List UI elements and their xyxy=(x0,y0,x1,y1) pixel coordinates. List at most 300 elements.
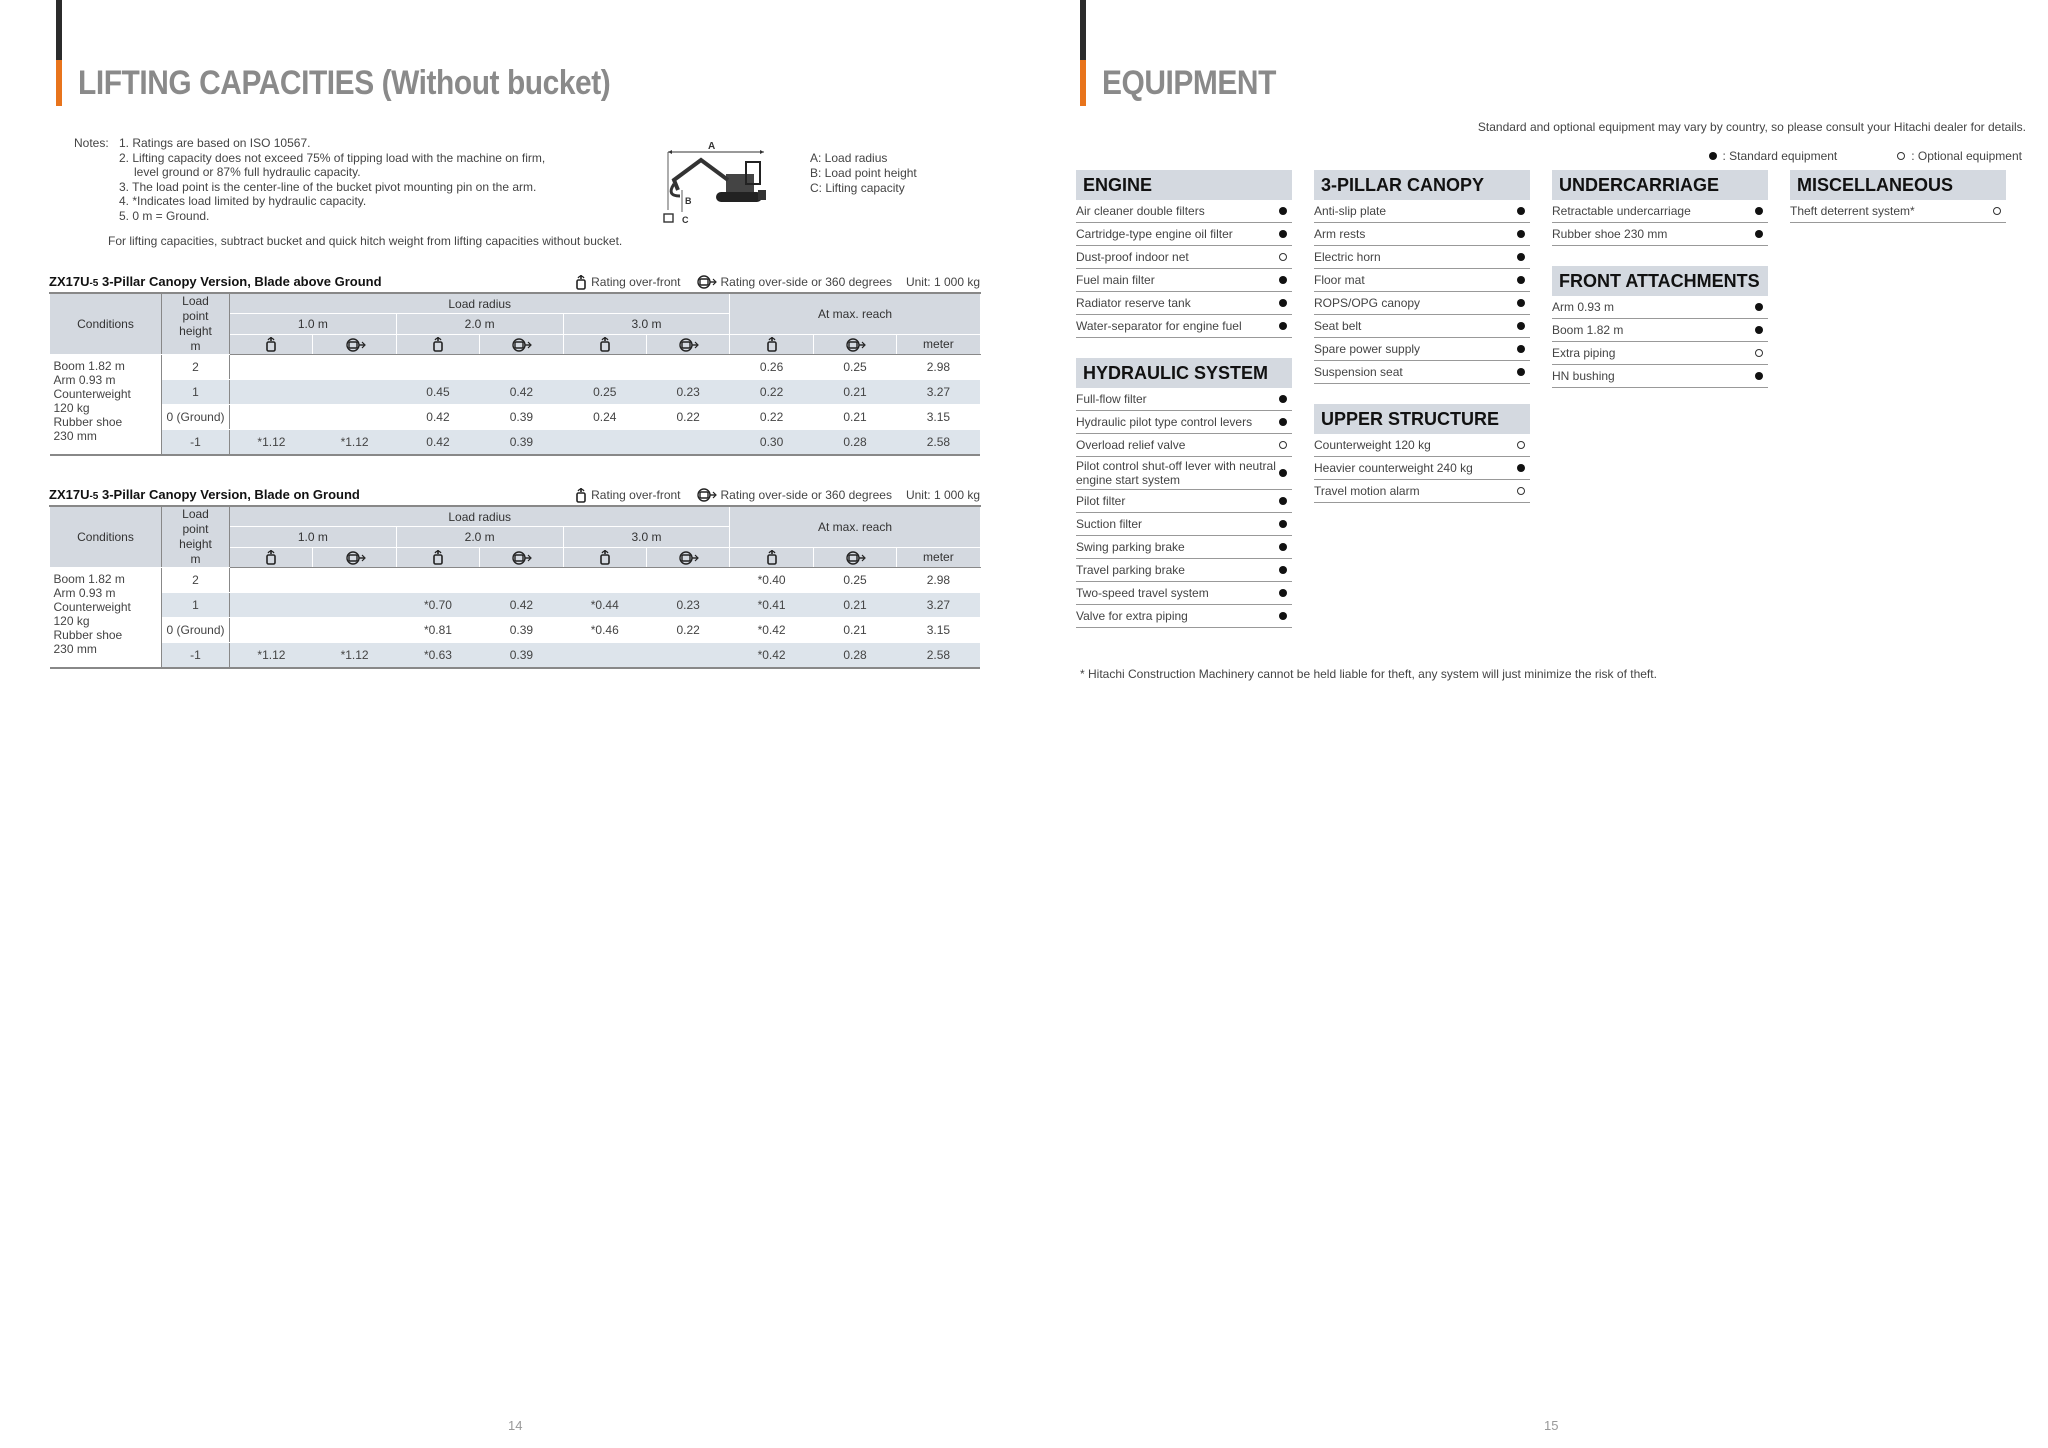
rating-side-icon xyxy=(510,338,532,352)
capacity-cell: 0.26 xyxy=(730,355,813,380)
capacity-cell: 0.28 xyxy=(813,430,896,455)
side-col-header xyxy=(313,334,396,355)
rating-side-icon xyxy=(695,275,717,289)
legend-a: A: Load radius xyxy=(810,151,888,165)
note-4: 4. *Indicates load limited by hydraulic capacity. xyxy=(119,194,367,208)
equipment-item xyxy=(1076,513,1292,536)
table-header-line xyxy=(49,485,980,505)
equipment-item-label: Electric horn xyxy=(1314,250,1381,264)
equipment-item-label: Suspension seat xyxy=(1314,365,1403,379)
equipment-item xyxy=(1076,582,1292,605)
equipment-item-label: ROPS/OPG canopy xyxy=(1314,296,1421,310)
capacity-cell xyxy=(313,355,396,380)
equipment-item-label: Floor mat xyxy=(1314,273,1365,287)
side-col-header xyxy=(813,547,896,568)
capacity-cell: 0.42 xyxy=(396,430,479,455)
notes-list xyxy=(119,136,579,223)
equipment-item-label: Radiator reserve tank xyxy=(1076,296,1191,310)
capacity-cell: 0.45 xyxy=(396,380,479,405)
capacity-cell: 0.22 xyxy=(646,405,729,430)
equipment-item xyxy=(1076,411,1292,434)
lifting-table-block xyxy=(49,485,980,669)
rating-side-icon xyxy=(844,551,866,565)
optional-ring-icon xyxy=(1279,253,1287,261)
excavator-diagram xyxy=(656,140,776,230)
equipment-item xyxy=(1314,434,1530,457)
equipment-item-label: Heavier counterweight 240 kg xyxy=(1314,461,1473,475)
capacity-cell xyxy=(480,355,563,380)
equipment-section xyxy=(1314,404,1530,503)
load-point-height-cell: -1 xyxy=(162,643,230,668)
standard-dot-icon xyxy=(1279,520,1287,528)
equipment-item-label: Overload relief valve xyxy=(1076,438,1186,452)
section-heading: UNDERCARRIAGE xyxy=(1552,170,1768,200)
front-col-header xyxy=(230,334,313,355)
note-2-cont: level ground or 87% full hydraulic capacity. xyxy=(134,165,361,179)
equipment-item xyxy=(1076,457,1292,490)
equipment-item-label: Rubber shoe 230 mm xyxy=(1552,227,1668,241)
capacity-cell: *0.70 xyxy=(396,593,479,618)
equipment-item-label: Extra piping xyxy=(1552,346,1616,360)
equipment-item-label: Anti-slip plate xyxy=(1314,204,1387,218)
capacity-cell: 0.25 xyxy=(813,568,896,593)
capacity-cell: *0.42 xyxy=(730,643,813,668)
diagram-label-b: B xyxy=(685,196,692,206)
capacity-cell: 0.21 xyxy=(813,618,896,643)
max-reach-header: At max. reach xyxy=(730,293,980,334)
note-2: 2. Lifting capacity does not exceed 75% of tipping load with the machine on firm, xyxy=(119,150,546,165)
optional-ring-icon xyxy=(1517,441,1525,449)
capacity-cell: *1.12 xyxy=(230,643,313,668)
accent-bar-right xyxy=(1080,60,1086,106)
conditions-header: Conditions xyxy=(50,506,162,568)
side-col-header xyxy=(813,334,896,355)
equipment-item-label: Counterweight 120 kg xyxy=(1314,438,1431,452)
legend-optional: : Optional equipment xyxy=(1897,149,2022,163)
diagram-label-c: C xyxy=(682,215,689,225)
front-col-header xyxy=(230,547,313,568)
load-point-height-header: Load point height m xyxy=(162,506,230,568)
side-col-header xyxy=(646,334,729,355)
equipment-item-label: Travel parking brake xyxy=(1076,563,1185,577)
section-heading: UPPER STRUCTURE xyxy=(1314,404,1530,434)
capacity-cell: 2.58 xyxy=(897,643,980,668)
rating-front-icon xyxy=(265,549,277,565)
capacity-cell: 0.30 xyxy=(730,430,813,455)
rating-front-icon xyxy=(599,549,611,565)
equipment-item xyxy=(1076,269,1292,292)
load-radius-header: Load radius xyxy=(230,506,730,527)
rating-front-icon xyxy=(432,336,444,352)
equipment-item-label: Dust-proof indoor net xyxy=(1076,250,1189,264)
side-col-header xyxy=(313,547,396,568)
section-heading: 3-PILLAR CANOPY xyxy=(1314,170,1530,200)
capacity-cell xyxy=(646,568,729,593)
standard-dot-icon xyxy=(1279,322,1287,330)
standard-dot-icon xyxy=(1279,566,1287,574)
standard-dot-icon xyxy=(1517,230,1525,238)
capacity-cell: *0.42 xyxy=(730,618,813,643)
rating-legend: Rating over-front Rating over-side or 360 degrees Unit: 1 000 kg xyxy=(575,487,980,503)
equipment-item xyxy=(1552,319,1768,342)
equipment-item xyxy=(1076,605,1292,628)
standard-dot-icon xyxy=(1279,543,1287,551)
table-title: ZX17U-5 3-Pillar Canopy Version, Blade on Ground xyxy=(49,487,360,502)
standard-dot-icon xyxy=(1517,368,1525,376)
section-heading: MISCELLANEOUS xyxy=(1790,170,2006,200)
optional-ring-icon xyxy=(1755,349,1763,357)
standard-dot-icon xyxy=(1279,207,1287,215)
rating-side-icon xyxy=(344,338,366,352)
side-col-header xyxy=(480,547,563,568)
table-row xyxy=(50,568,981,593)
equipment-section xyxy=(1314,170,1530,384)
front-col-header xyxy=(730,334,813,355)
equipment-item xyxy=(1552,296,1768,319)
load-point-height-cell: 2 xyxy=(162,568,230,593)
radius-header: 2.0 m xyxy=(396,527,563,548)
equipment-item xyxy=(1076,559,1292,582)
equipment-item xyxy=(1314,223,1530,246)
capacity-cell: 2.98 xyxy=(897,568,980,593)
equipment-item-label: Suction filter xyxy=(1076,517,1143,531)
load-point-height-cell: 1 xyxy=(162,593,230,618)
equipment-item-label: Seat belt xyxy=(1314,319,1362,333)
equipment-item xyxy=(1076,292,1292,315)
equipment-item xyxy=(1314,315,1530,338)
capacity-cell: 0.22 xyxy=(730,380,813,405)
lifting-table-block xyxy=(49,272,980,456)
equipment-item xyxy=(1076,200,1292,223)
capacity-cell: *0.81 xyxy=(396,618,479,643)
note-3: 3. The load point is the center-line of the bucket pivot mounting pin on the arm. xyxy=(119,179,537,194)
equipment-column xyxy=(1076,170,1292,648)
theft-footnote: * Hitachi Construction Machinery cannot be held liable for theft, any system will just minimize the risk of theft. xyxy=(1080,667,1657,681)
capacity-cell xyxy=(396,568,479,593)
capacity-cell xyxy=(646,643,729,668)
rating-front-icon xyxy=(265,336,277,352)
table-title: ZX17U-5 3-Pillar Canopy Version, Blade above Ground xyxy=(49,274,382,289)
equipment-item-label: Air cleaner double filters xyxy=(1076,204,1205,218)
table-row xyxy=(50,380,981,405)
load-point-height-cell: 1 xyxy=(162,380,230,405)
capacity-cell xyxy=(313,568,396,593)
standard-dot-icon xyxy=(1517,253,1525,261)
front-col-header xyxy=(396,334,479,355)
capacity-cell: 0.39 xyxy=(480,405,563,430)
equipment-item-label: Valve for extra piping xyxy=(1076,609,1188,623)
rating-front-icon xyxy=(432,549,444,565)
equipment-item xyxy=(1790,200,2006,223)
capacity-cell: 0.39 xyxy=(480,643,563,668)
equipment-section xyxy=(1076,170,1292,338)
capacity-cell xyxy=(313,405,396,430)
capacity-cell: *0.44 xyxy=(563,593,646,618)
capacity-cell: 0.21 xyxy=(813,405,896,430)
capacity-cell: *0.46 xyxy=(563,618,646,643)
capacity-cell: 3.27 xyxy=(897,593,980,618)
capacity-cell xyxy=(230,380,313,405)
legend-standard: : Standard equipment xyxy=(1709,149,1838,163)
equipment-section xyxy=(1790,170,2006,223)
optional-ring-icon xyxy=(1517,487,1525,495)
rating-side-icon xyxy=(344,551,366,565)
radius-header: 3.0 m xyxy=(563,314,730,335)
standard-dot-icon xyxy=(1755,207,1763,215)
rating-side-icon xyxy=(510,551,532,565)
conditions-header: Conditions xyxy=(50,293,162,355)
rating-front-icon xyxy=(599,336,611,352)
equipment-title: EQUIPMENT xyxy=(1102,64,1276,102)
capacity-cell: 3.15 xyxy=(897,618,980,643)
equipment-item-label: Pilot control shut-off lever with neutral engine start system xyxy=(1076,459,1276,487)
standard-dot-icon xyxy=(1517,345,1525,353)
standard-dot-icon xyxy=(1279,612,1287,620)
front-col-header xyxy=(563,547,646,568)
page-title: LIFTING CAPACITIES (Without bucket) xyxy=(78,64,611,102)
conditions-cell: Boom 1.82 m Arm 0.93 m Counterweight 120 kg Rubber shoe 230 mm xyxy=(50,568,162,668)
top-bar xyxy=(56,0,62,60)
lifting-capacity-table xyxy=(49,292,981,456)
equipment-column xyxy=(1790,170,2006,243)
equipment-item xyxy=(1076,434,1292,457)
equipment-item xyxy=(1076,388,1292,411)
capacity-cell: 0.42 xyxy=(480,593,563,618)
rating-legend: Rating over-front Rating over-side or 360 degrees Unit: 1 000 kg xyxy=(575,274,980,290)
standard-dot-icon xyxy=(1517,276,1525,284)
capacity-cell: 0.24 xyxy=(563,405,646,430)
equipment-column xyxy=(1314,170,1530,523)
accent-bar xyxy=(56,60,62,106)
equipment-note: Standard and optional equipment may vary by country, so please consult your Hitachi dealer for details. xyxy=(1477,120,2026,134)
equipment-item-label: Boom 1.82 m xyxy=(1552,323,1624,337)
equipment-item xyxy=(1552,342,1768,365)
equipment-item xyxy=(1552,365,1768,388)
dimension-legend xyxy=(810,151,917,196)
standard-dot-icon xyxy=(1279,230,1287,238)
rating-side-icon xyxy=(677,338,699,352)
radius-header: 3.0 m xyxy=(563,527,730,548)
capacity-cell xyxy=(313,593,396,618)
standard-dot-icon xyxy=(1279,299,1287,307)
page-number-left: 14 xyxy=(508,1418,523,1433)
meter-header: meter xyxy=(897,547,980,568)
capacity-cell xyxy=(230,618,313,643)
equipment-item xyxy=(1314,269,1530,292)
standard-dot-icon xyxy=(1755,230,1763,238)
standard-dot-icon xyxy=(1517,207,1525,215)
load-point-height-cell: -1 xyxy=(162,430,230,455)
standard-dot-icon xyxy=(1755,303,1763,311)
equipment-item-label: Travel motion alarm xyxy=(1314,484,1420,498)
equipment-section xyxy=(1552,266,1768,388)
load-point-height-header: Load point height m xyxy=(162,293,230,355)
side-col-header xyxy=(480,334,563,355)
table-row xyxy=(50,643,981,668)
conditions-cell: Boom 1.82 m Arm 0.93 m Counterweight 120 kg Rubber shoe 230 mm xyxy=(50,355,162,455)
equipment-item xyxy=(1314,480,1530,503)
capacity-cell: 0.21 xyxy=(813,380,896,405)
meter-header: meter xyxy=(897,334,980,355)
load-point-height-cell: 2 xyxy=(162,355,230,380)
equipment-item-label: Water-separator for engine fuel xyxy=(1076,319,1242,333)
load-point-height-cell: 0 (Ground) xyxy=(162,618,230,643)
standard-dot-icon xyxy=(1755,326,1763,334)
capacity-cell: 0.39 xyxy=(480,430,563,455)
standard-dot-icon xyxy=(1279,418,1287,426)
standard-dot-icon xyxy=(1517,322,1525,330)
load-radius-header: Load radius xyxy=(230,293,730,314)
legend-c: C: Lifting capacity xyxy=(810,181,905,195)
capacity-cell xyxy=(313,380,396,405)
max-reach-header: At max. reach xyxy=(730,506,980,547)
capacity-cell: 0.22 xyxy=(730,405,813,430)
capacity-cell: *1.12 xyxy=(313,643,396,668)
capacity-cell: 0.42 xyxy=(480,380,563,405)
equipment-item xyxy=(1314,457,1530,480)
capacity-cell: 3.27 xyxy=(897,380,980,405)
capacity-cell xyxy=(563,355,646,380)
equipment-item-label: Arm 0.93 m xyxy=(1552,300,1615,314)
radius-header: 1.0 m xyxy=(230,527,397,548)
equipment-section xyxy=(1552,170,1768,246)
subtract-note: For lifting capacities, subtract bucket and quick hitch weight from lifting capacities without bucket. xyxy=(108,234,623,248)
equipment-item-label: Hydraulic pilot type control levers xyxy=(1076,415,1253,429)
standard-dot-icon xyxy=(1517,299,1525,307)
standard-dot-icon xyxy=(1709,152,1717,160)
right-page xyxy=(1024,0,2048,1448)
capacity-cell: 0.23 xyxy=(646,593,729,618)
capacity-cell xyxy=(646,430,729,455)
capacity-cell xyxy=(480,568,563,593)
equipment-item-label: Swing parking brake xyxy=(1076,540,1185,554)
page-number-right: 15 xyxy=(1544,1418,1559,1433)
capacity-cell xyxy=(396,355,479,380)
capacity-cell: *1.12 xyxy=(313,430,396,455)
section-heading: HYDRAULIC SYSTEM xyxy=(1076,358,1292,388)
capacity-cell xyxy=(313,618,396,643)
standard-dot-icon xyxy=(1279,589,1287,597)
equipment-section xyxy=(1076,358,1292,628)
radius-header: 1.0 m xyxy=(230,314,397,335)
top-bar-right xyxy=(1080,0,1086,60)
equipment-item xyxy=(1314,361,1530,384)
capacity-cell xyxy=(563,430,646,455)
rating-front-icon xyxy=(766,549,778,565)
capacity-cell: 0.21 xyxy=(813,593,896,618)
capacity-cell xyxy=(563,643,646,668)
equipment-item xyxy=(1076,315,1292,338)
equipment-item-label: HN bushing xyxy=(1552,369,1615,383)
capacity-cell: *0.41 xyxy=(730,593,813,618)
capacity-cell: *0.40 xyxy=(730,568,813,593)
load-point-height-cell: 0 (Ground) xyxy=(162,405,230,430)
note-5: 5. 0 m = Ground. xyxy=(119,208,210,223)
optional-ring-icon xyxy=(1993,207,2001,215)
rating-front-icon xyxy=(575,274,587,290)
rating-front-icon xyxy=(575,487,587,503)
equipment-item-label: Full-flow filter xyxy=(1076,392,1147,406)
section-heading: ENGINE xyxy=(1076,170,1292,200)
radius-header: 2.0 m xyxy=(396,314,563,335)
capacity-cell: 0.22 xyxy=(646,618,729,643)
standard-dot-icon xyxy=(1517,464,1525,472)
standard-dot-icon xyxy=(1279,497,1287,505)
rating-side-icon xyxy=(677,551,699,565)
capacity-cell xyxy=(230,355,313,380)
capacity-cell xyxy=(563,568,646,593)
equipment-item xyxy=(1076,223,1292,246)
equipment-item xyxy=(1076,246,1292,269)
section-heading: FRONT ATTACHMENTS xyxy=(1552,266,1768,296)
capacity-cell: 0.23 xyxy=(646,380,729,405)
standard-dot-icon xyxy=(1755,372,1763,380)
capacity-cell: 2.58 xyxy=(897,430,980,455)
side-col-header xyxy=(646,547,729,568)
rating-side-icon xyxy=(844,338,866,352)
equipment-item-label: Pilot filter xyxy=(1076,494,1126,508)
standard-dot-icon xyxy=(1279,469,1287,477)
equipment-item-label: Two-speed travel system xyxy=(1076,586,1209,600)
capacity-cell xyxy=(230,405,313,430)
capacity-cell: 3.15 xyxy=(897,405,980,430)
standard-dot-icon xyxy=(1279,395,1287,403)
standard-dot-icon xyxy=(1279,276,1287,284)
equipment-item-label: Spare power supply xyxy=(1314,342,1421,356)
capacity-cell: 0.39 xyxy=(480,618,563,643)
capacity-cell xyxy=(646,355,729,380)
equipment-item-label: Theft deterrent system* xyxy=(1790,204,1915,218)
table-row xyxy=(50,355,981,380)
capacity-cell: 2.98 xyxy=(897,355,980,380)
table-row xyxy=(50,405,981,430)
capacity-cell: 0.28 xyxy=(813,643,896,668)
table-row xyxy=(50,618,981,643)
table-row xyxy=(50,430,981,455)
notes-label: Notes: xyxy=(74,136,109,150)
equipment-item xyxy=(1552,200,1768,223)
equipment-item xyxy=(1314,246,1530,269)
equipment-item xyxy=(1076,536,1292,559)
equipment-item xyxy=(1314,292,1530,315)
equipment-column xyxy=(1552,170,1768,408)
equipment-item-label: Fuel main filter xyxy=(1076,273,1155,287)
capacity-cell: *1.12 xyxy=(230,430,313,455)
capacity-cell: 0.25 xyxy=(813,355,896,380)
capacity-cell: *0.63 xyxy=(396,643,479,668)
capacity-cell xyxy=(230,593,313,618)
optional-ring-icon xyxy=(1897,152,1905,160)
diagram-label-a: A xyxy=(708,141,716,152)
equipment-item-label: Arm rests xyxy=(1314,227,1366,241)
capacity-cell xyxy=(230,568,313,593)
table-header-line xyxy=(49,272,980,292)
equipment-item xyxy=(1552,223,1768,246)
equipment-item xyxy=(1314,200,1530,223)
rating-side-icon xyxy=(695,488,717,502)
equipment-item-label: Retractable undercarriage xyxy=(1552,204,1691,218)
front-col-header xyxy=(730,547,813,568)
capacity-cell: 0.42 xyxy=(396,405,479,430)
equipment-item-label: Cartridge-type engine oil filter xyxy=(1076,227,1233,241)
front-col-header xyxy=(396,547,479,568)
legend-b: B: Load point height xyxy=(810,166,917,180)
equipment-item xyxy=(1076,490,1292,513)
table-row xyxy=(50,593,981,618)
equipment-item xyxy=(1314,338,1530,361)
front-col-header xyxy=(563,334,646,355)
optional-ring-icon xyxy=(1279,441,1287,449)
